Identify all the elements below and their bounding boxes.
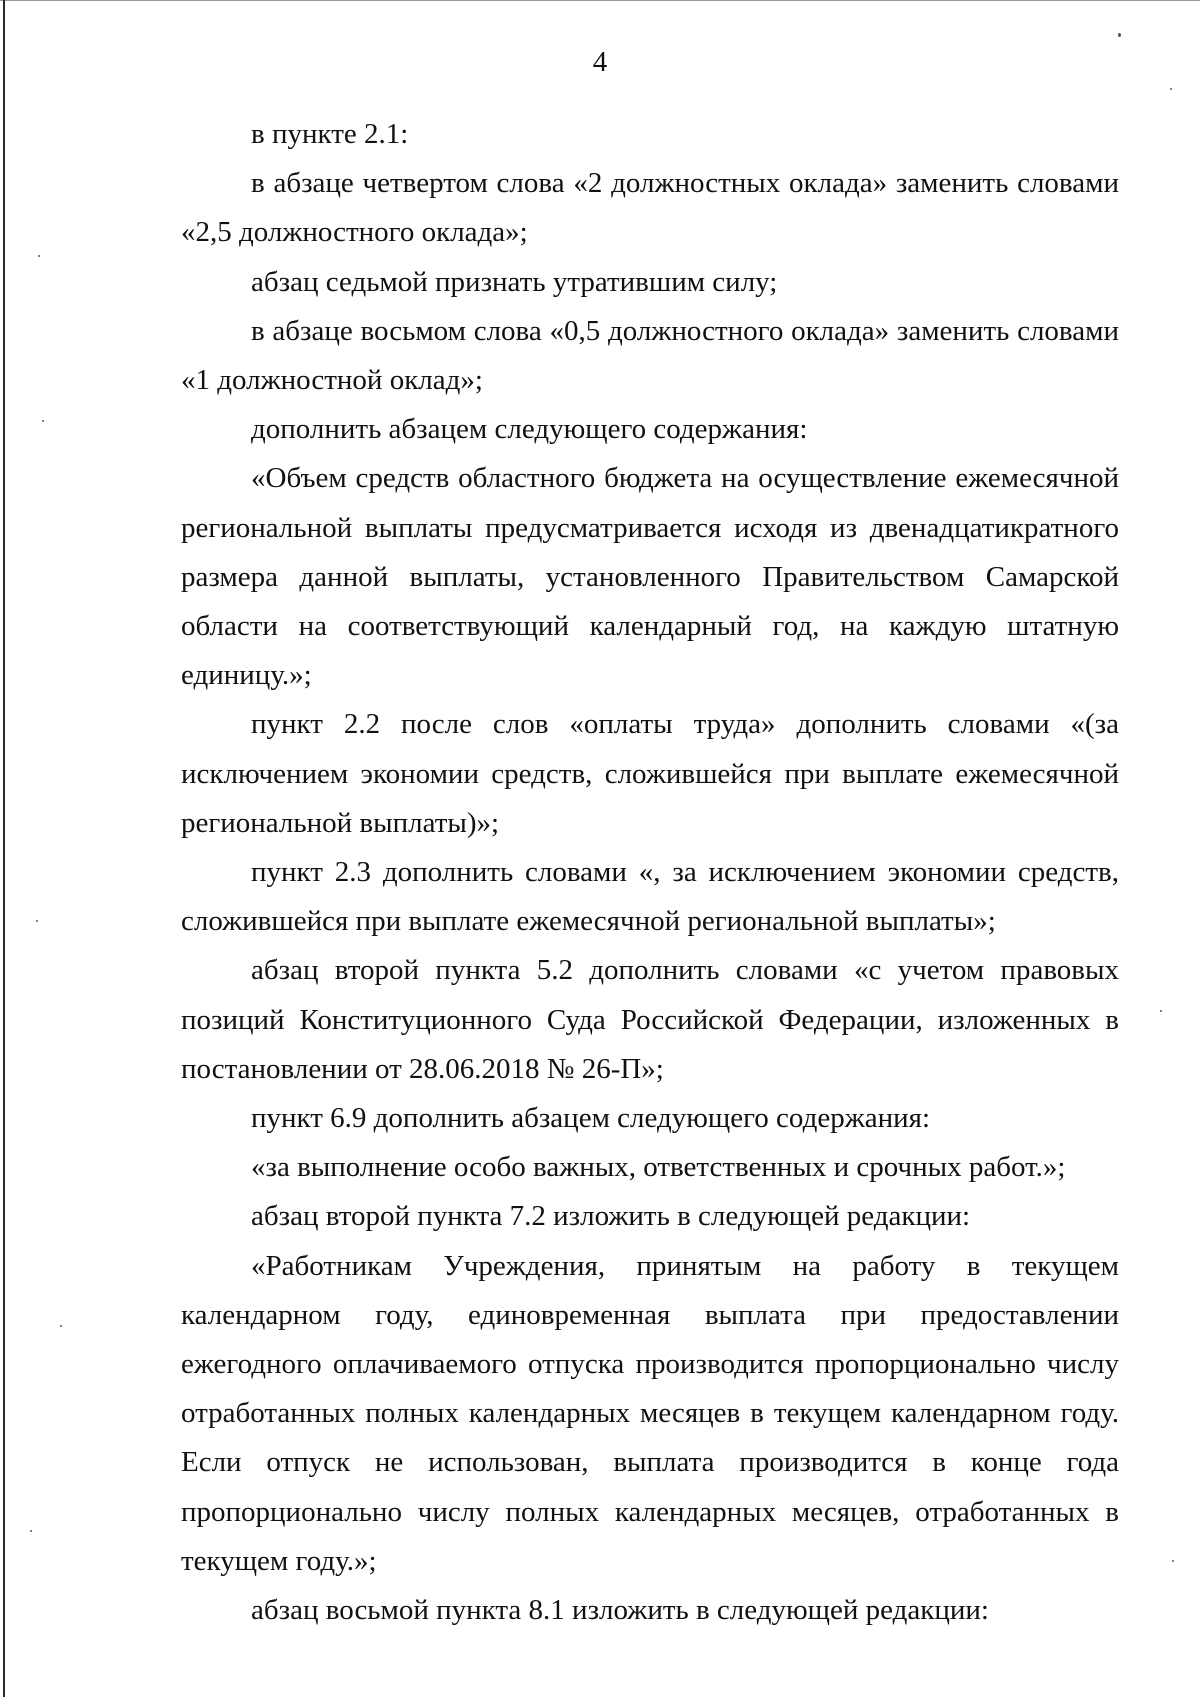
scan-speck: [42, 420, 44, 422]
scan-speck: [1172, 1560, 1174, 1562]
scan-speck: [38, 255, 40, 257]
scan-speck: [1160, 1010, 1162, 1012]
paragraph: «Объем средств областного бюджета на осуществление ежемесячной региональной выплаты предусматривается исходя из двенадцатикратного размера данной выплаты, установленного Правительством Самарской области на соответствующий календарный год, на каждую штатную единицу.»;: [181, 462, 1119, 692]
paragraph: в абзаце четвертом слова «2 должностных оклада» заменить словами «2,5 должностного оклада»;: [181, 167, 1119, 249]
scan-speck: [60, 1325, 62, 1327]
paragraph: абзац второй пункта 7.2 изложить в следующей редакции:: [251, 1200, 971, 1233]
scan-left-edge: [3, 0, 5, 1697]
scan-speck: [30, 1530, 32, 1532]
scan-top-edge: [0, 0, 1200, 1]
paragraph: дополнить абзацем следующего содержания:: [251, 413, 808, 446]
scan-speck: [1170, 88, 1172, 90]
page-number: 4: [592, 46, 608, 78]
paragraph: пункт 6.9 дополнить абзацем следующего содержания:: [251, 1102, 931, 1135]
paragraph: «за выполнение особо важных, ответственных и срочных работ.»;: [251, 1151, 1066, 1184]
scan-speck: [1118, 33, 1121, 37]
paragraph: «Работникам Учреждения, принятым на работу в текущем календарном году, единовременная выплата при предоставлении ежегодного оплачиваемого отпуска производится пропорционально числу отработанных полных календарных месяцев в текущем календарном году. Если отпуск не использован, выплата производится в конце года пропорционально числу полных календарных месяцев, отработанных в текущем году.»;: [181, 1249, 1119, 1577]
document-body: [181, 110, 1119, 1635]
paragraph: пункт 2.3 дополнить словами «, за исключением экономии средств, сложившейся при выплате ежемесячной региональной выплаты»;: [181, 856, 1119, 938]
paragraph: пункт 2.2 после слов «оплаты труда» дополнить словами «(за исключением экономии средств, сложившейся при выплате ежемесячной региональной выплаты)»;: [181, 708, 1119, 839]
scan-speck: [36, 920, 38, 922]
paragraph: абзац седьмой признать утратившим силу;: [251, 265, 778, 298]
paragraph: абзац второй пункта 5.2 дополнить словами «с учетом правовых позиций Конституционного Суда Российской Федерации, изложенных в постановлении от 28.06.2018 № 26-П»;: [181, 954, 1119, 1085]
paragraph: в абзаце восьмом слова «0,5 должностного оклада» заменить словами «1 должностной оклад»;: [181, 314, 1119, 397]
paragraph: в пункте 2.1:: [251, 118, 409, 150]
paragraph: абзац восьмой пункта 8.1 изложить в следующей редакции:: [251, 1594, 989, 1627]
